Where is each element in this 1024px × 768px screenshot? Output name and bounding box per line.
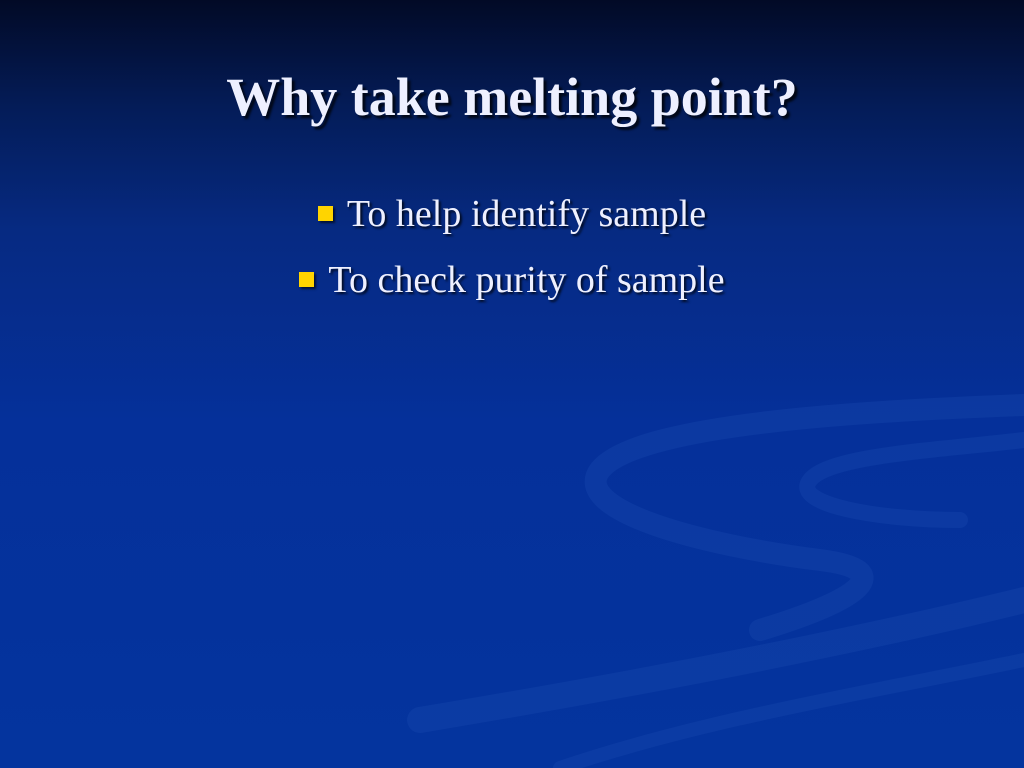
swoosh-curve-right: [807, 440, 1024, 520]
square-bullet-icon: [299, 272, 314, 287]
bullet-text: To help identify sample: [346, 193, 707, 235]
bullet-item: [0, 188, 1024, 240]
slide-title: Why take melting point?: [226, 67, 798, 127]
bullet-item: [0, 254, 1024, 306]
swoosh-curve-lower: [420, 600, 1024, 720]
square-bullet-icon: [318, 206, 333, 221]
bullet-text: To check purity of sample: [328, 259, 725, 301]
bullet-list: [0, 188, 1024, 320]
